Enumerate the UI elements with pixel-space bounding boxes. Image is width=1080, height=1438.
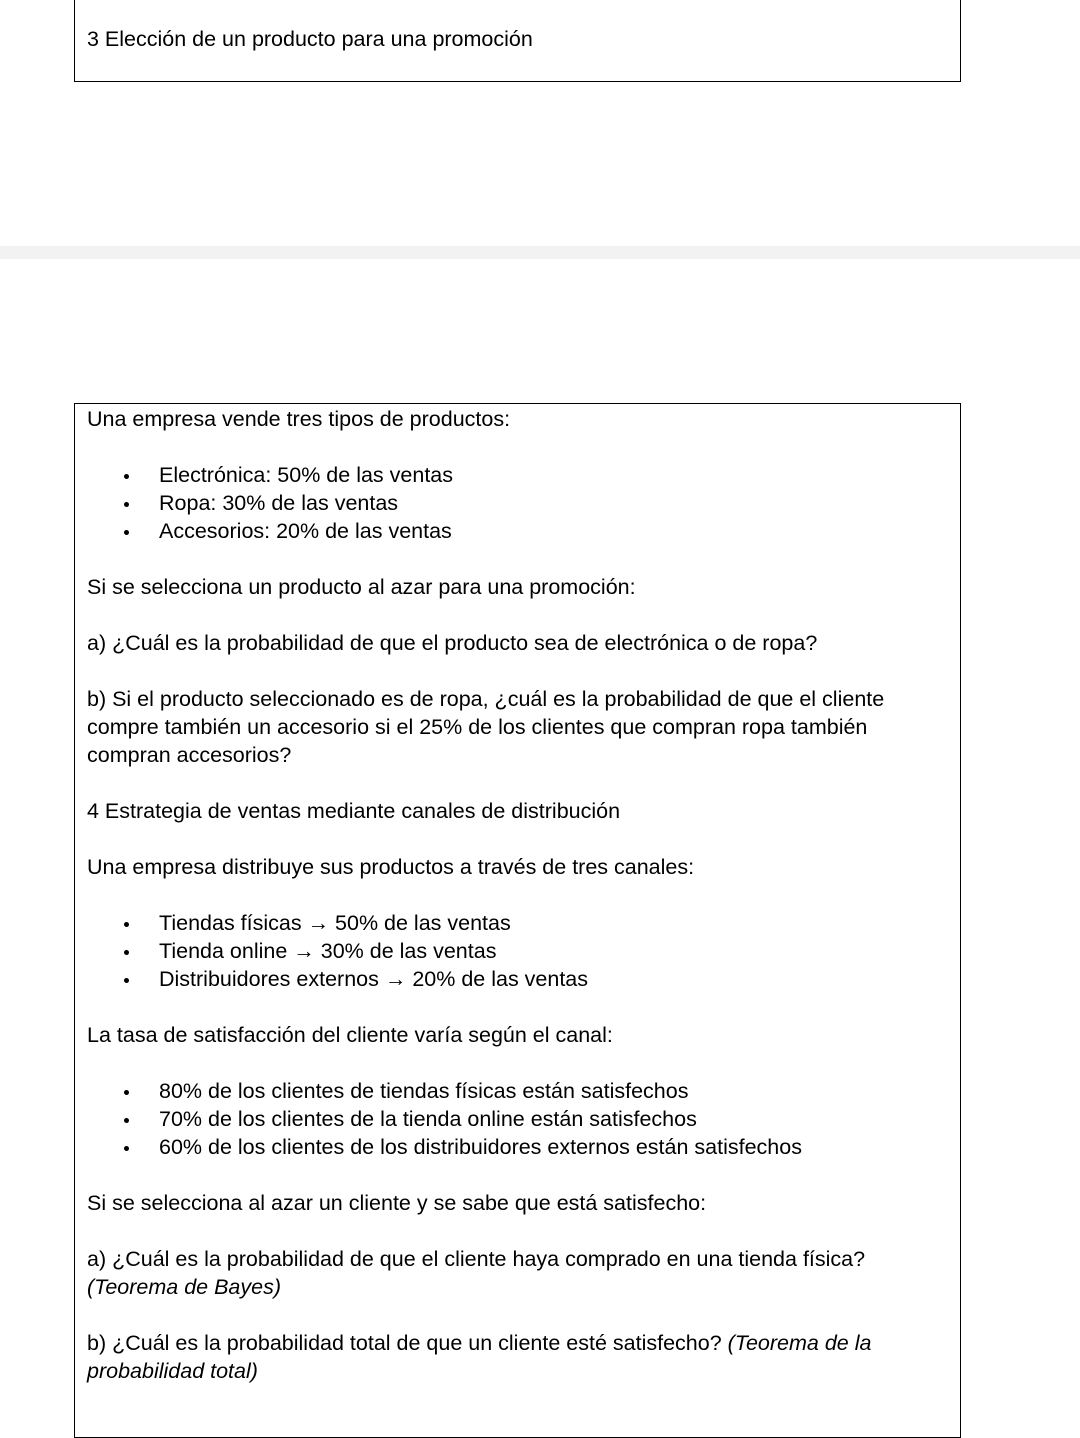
question-3a: a) ¿Cuál es la probabilidad de que el producto sea de electrónica o de ropa? <box>87 631 818 655</box>
client-selection-statement: Si se selecciona al azar un cliente y se sabe que está satisfecho: <box>87 1191 707 1215</box>
problem-3-title: 3 Elección de un producto para una promoción <box>87 27 533 51</box>
question-4b-text: b) ¿Cuál es la probabilidad total de que un cliente esté satisfecho? <box>87 1331 722 1355</box>
list-item: Ropa: 30% de las ventas <box>87 489 948 517</box>
list-item: Electrónica: 50% de las ventas <box>87 461 948 489</box>
section-4-title: 4 Estrategia de ventas mediante canales de distribución <box>87 799 621 823</box>
question-4a-hint: (Teorema de Bayes) <box>87 1275 281 1299</box>
list-item: 80% de los clientes de tiendas físicas están satisfechos <box>87 1077 948 1105</box>
channels-intro: Una empresa distribuye sus productos a través de tres canales: <box>87 855 695 879</box>
list-item: Tienda online → 30% de las ventas <box>87 937 948 965</box>
page-break <box>0 246 1080 259</box>
list-item: Accesorios: 20% de las ventas <box>87 517 948 545</box>
satisfaction-list <box>87 1077 948 1161</box>
products-intro: Una empresa vende tres tipos de productos: <box>87 407 511 431</box>
list-item: Tiendas físicas → 50% de las ventas <box>87 909 948 937</box>
satisfaction-intro: La tasa de satisfacción del cliente varía según el canal: <box>87 1023 613 1047</box>
problem-content-box <box>74 403 961 1438</box>
list-item: 60% de los clientes de los distribuidores externos están satisfechos <box>87 1133 948 1161</box>
selection-statement: Si se selecciona un producto al azar para una promoción: <box>87 575 636 599</box>
question-4a-text: a) ¿Cuál es la probabilidad de que el cliente haya comprado en una tienda física? <box>87 1247 866 1271</box>
question-4b-hint: (Teorema de la probabilidad total) <box>87 1331 872 1383</box>
problem-3-header-box <box>74 0 961 82</box>
list-item: 70% de los clientes de la tienda online están satisfechos <box>87 1105 948 1133</box>
question-4a <box>87 1245 887 1301</box>
channels-list <box>87 909 948 993</box>
list-item: Distribuidores externos → 20% de las ventas <box>87 965 948 993</box>
question-4b <box>87 1329 949 1385</box>
question-3b: b) Si el producto seleccionado es de ropa, ¿cuál es la probabilidad de que el cliente compre también un accesorio si el 25% de los clientes que compran ropa también compran accesorios? <box>87 687 885 767</box>
products-list <box>87 461 948 545</box>
